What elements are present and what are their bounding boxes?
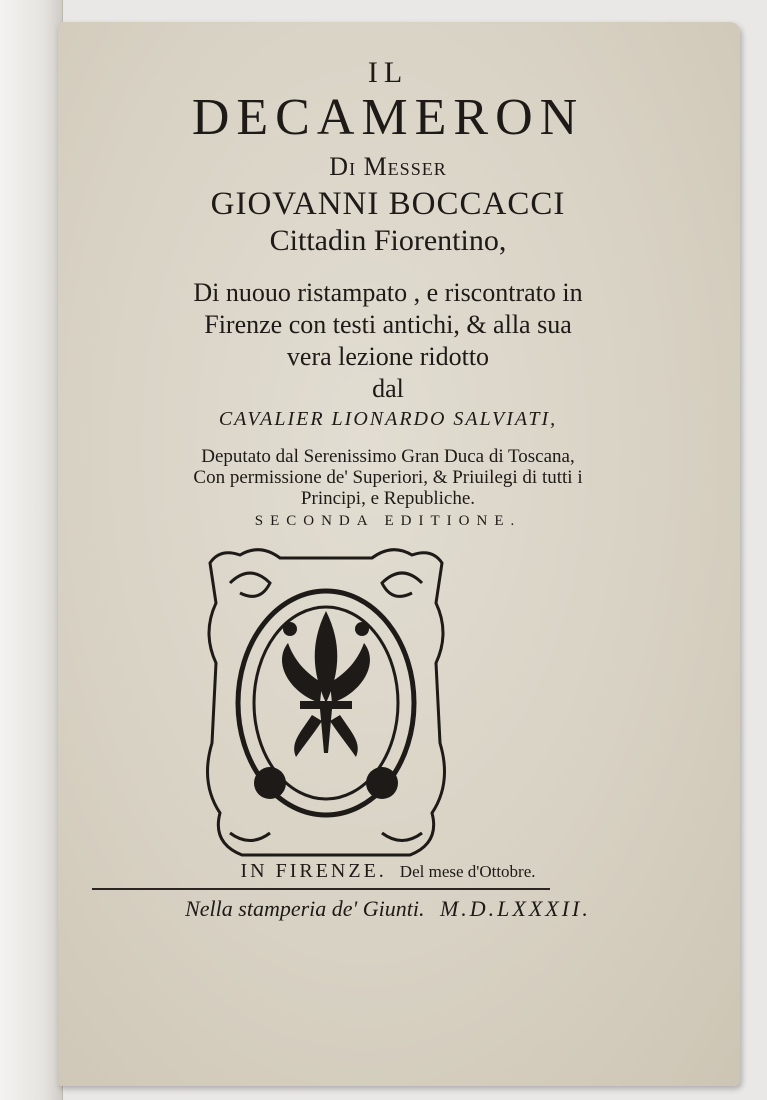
- author-name: GIOVANNI BOCCACCI: [210, 186, 566, 222]
- privilege-line: Con permissione de' Superiori, & Priuilegi di tutti i: [193, 467, 583, 488]
- privilege-line: Deputato dal Serenissimo Gran Duca di Toscana,: [201, 446, 575, 467]
- editor-name: CAVALIER LIONARDO SALVIATI,: [218, 408, 558, 430]
- imprint-place-date: [58, 860, 718, 883]
- book-title: DECAMERON: [191, 89, 585, 146]
- imprint-place: IN FIRENZE.: [240, 860, 387, 882]
- divider-rule: [92, 888, 550, 890]
- description-line: Firenze con testi antichi, & alla sua: [204, 310, 572, 339]
- description-line: dal: [372, 374, 404, 403]
- by-line: Di Messer: [329, 152, 447, 181]
- imprint-printer: Nella stamperia de' Giunti.: [185, 896, 425, 921]
- description-line: vera lezione ridotto: [286, 342, 490, 371]
- description-line: Di nuouo ristampato , e riscontrato in: [193, 278, 583, 307]
- printers-device-fleur-de-lis: [200, 543, 452, 861]
- flyleaf: [0, 0, 63, 1100]
- privilege-line: Principi, e Republiche.: [300, 488, 476, 509]
- title-page: [58, 22, 740, 1086]
- imprint-month: Del mese d'Ottobre.: [399, 862, 536, 881]
- edition: SECONDA EDITIONE.: [254, 513, 522, 529]
- author-origin: Cittadin Fiorentino,: [269, 224, 507, 257]
- imprint-printer-year: [58, 896, 718, 922]
- imprint-year: M.D.LXXXII.: [439, 896, 591, 921]
- title-article: IL: [367, 56, 409, 89]
